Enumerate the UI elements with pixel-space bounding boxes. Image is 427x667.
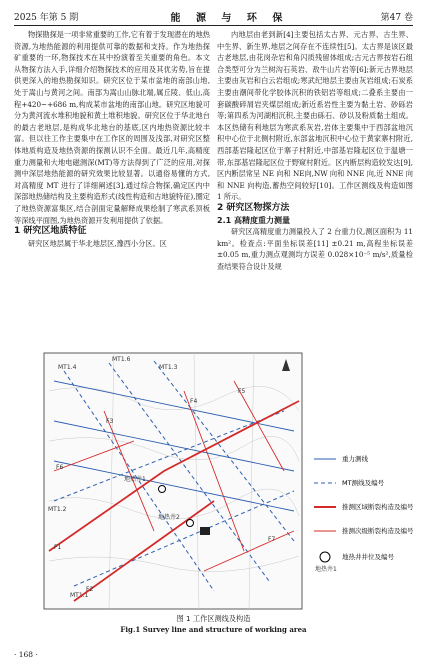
- mt-line-label: MT1.3: [159, 364, 178, 371]
- fault-label: F2: [86, 586, 94, 593]
- legend-label: 地热井井位及编号: [342, 553, 394, 561]
- page-number: · 168 ·: [14, 650, 38, 659]
- mt-line-label: MT1.1: [70, 592, 89, 599]
- legend-well-icon: [320, 552, 330, 562]
- section-1-heading: 1 研究区地质特征: [14, 226, 87, 237]
- mt-line-label: MT1.6: [112, 356, 131, 363]
- legend-label: 重力测线: [342, 455, 368, 463]
- fault-label: F7: [268, 536, 276, 543]
- strata-paragraph: 内地层由老到新[4]主要包括太古界、元古界、古生界、中生界、新生界,地层之间存在不连续性[5]。太古界是该区最古老地层,由花岗杂岩和角闪质残留体组成;古元古界按岩石组合类型可分为兰树沟石英岩、敌牛山片岩等[6];新元古界地层主要由灰岩和白云岩组成;寒武纪地层主要由灰岩组成;石炭系主要由潮间带化学胶体沉积的铁铝岩等组成;二叠系主要由一套碳酸碎屑岩夹煤层组成;新近系岩性主要为黏土岩、砂砾岩等;第四系为河湖相沉积,主要由砾石、砂以及粉质黏土组成。本区热储有利地层为寒武系灰岩,岩体主要集中于西部盆地沉积中心位于北侧村附近,东部盆地沉积中心位于黄家寨村附近,西部基岩隆起区位于寨子村附近,中部基岩隆起区位于温塘一带,东部基岩隆起区位于野窥村附近。区内断层构造较发达[9],区内断层常呈 NE 向和 NE向,NW 向和 NNE 向,近 NNE 向和 NNE 向构造,蓄热空间较好[10]。工作区测线及构造如图 1 所示。: [217, 30, 413, 202]
- right-column: [217, 29, 413, 272]
- figure-caption-cn: 图 1 工作区测线及构造: [176, 614, 251, 623]
- legend-well-example: 地热井1: [315, 566, 337, 573]
- map-legend: [314, 454, 413, 573]
- legend-label: MT测线及编号: [342, 479, 385, 487]
- fault-label: F6: [56, 464, 64, 471]
- well-label: 地热井1: [124, 476, 146, 483]
- legend-label: 推测次级断裂构造及编号: [342, 527, 413, 535]
- figure-caption-en: Fig.1 Survey line and structure of working area: [120, 625, 307, 634]
- header-rule: [14, 25, 413, 26]
- well-1-marker: [159, 486, 166, 493]
- map-frame: [44, 353, 302, 609]
- journal-title: 能 源 与 环 保: [170, 12, 289, 24]
- issue-label: 2025 年第 5 期: [14, 12, 79, 23]
- intro-paragraph: 物探勘探是一项非常重要的工作,它有着于发现潜在的地热资源,为地热能源的利用提供可靠的数据和支持。作为地热探矿重要的一环,物探技术在其中扮演着至关重要的角色。本文从物探方法入手,详细介绍物探技术的应用及其优劣势,旨在提供更深入的地热勘探知识。研究区位于某市盆地的南部山地,处于嵩山与黄河之间。南部为嵩山山脉北端,属丘陵、低山,高程+420~+686 m,构成某市盆地的南部山地。研究区地貌可分为黄河流水堆积地貌和黄土堆积地貌。研究区位于华北地台的最古老地层,是构成华北地台的基底,区内地热资源比较丰富。但以往工作主要集中在工作区的周围及浅部,对研究区整体地质构造及地热资源的探测认识不全面。最近几年,高精度重力测量和大地电磁测深(MT)等方法得到了广泛的应用,对探测中深层地热能源的研究效果比较显著。以通俗易懂的方式,对高精度 MT 进行了详细阐述[3],通过综合物探,确定区内中深部地热储结构及主要构造形式(线性构造和古地貌特征),圈定了地热资源富集区,结合剖面定量解释成果绘制了寒武系顶板等深线平面图,为地热资源开发利用提供了依据。: [14, 30, 210, 225]
- fault-label: F4: [190, 398, 198, 405]
- running-header: [14, 8, 413, 24]
- legend-label: 推测区域断裂构造及编号: [342, 503, 413, 511]
- settlement-block: [200, 527, 210, 535]
- figure-1: [14, 351, 413, 613]
- fault-label: F1: [54, 544, 62, 551]
- mt-line-label: MT1.2: [48, 506, 67, 513]
- gravity-paragraph: 研究区高精度重力测量投入了 2 台重力仪,测区面积为 11 km²。检查点:平面坐标误差[11] ±0.21 m,高程坐标误差 ±0.05 m,重力测点观测均方误差 0.028×10⁻⁵ m/s²,质量检查结果符合设计及规: [217, 227, 413, 271]
- fault-label: F5: [238, 388, 246, 395]
- fault-label: F3: [106, 418, 114, 425]
- section-2-heading: 2 研究区物探方法: [217, 202, 290, 213]
- well-2-marker: [187, 520, 194, 527]
- left-column: [14, 29, 210, 249]
- well-label: 地热井2: [158, 514, 180, 521]
- survey-map: [14, 351, 413, 613]
- volume-label: 第47 卷: [380, 12, 413, 23]
- section-2-1-heading: 2.1 高精度重力测量: [217, 215, 290, 225]
- mt-line-label: MT1.4: [58, 364, 77, 371]
- section-1-paragraph: 研究区地层属于华北地层区,豫西小分区。区: [28, 238, 167, 248]
